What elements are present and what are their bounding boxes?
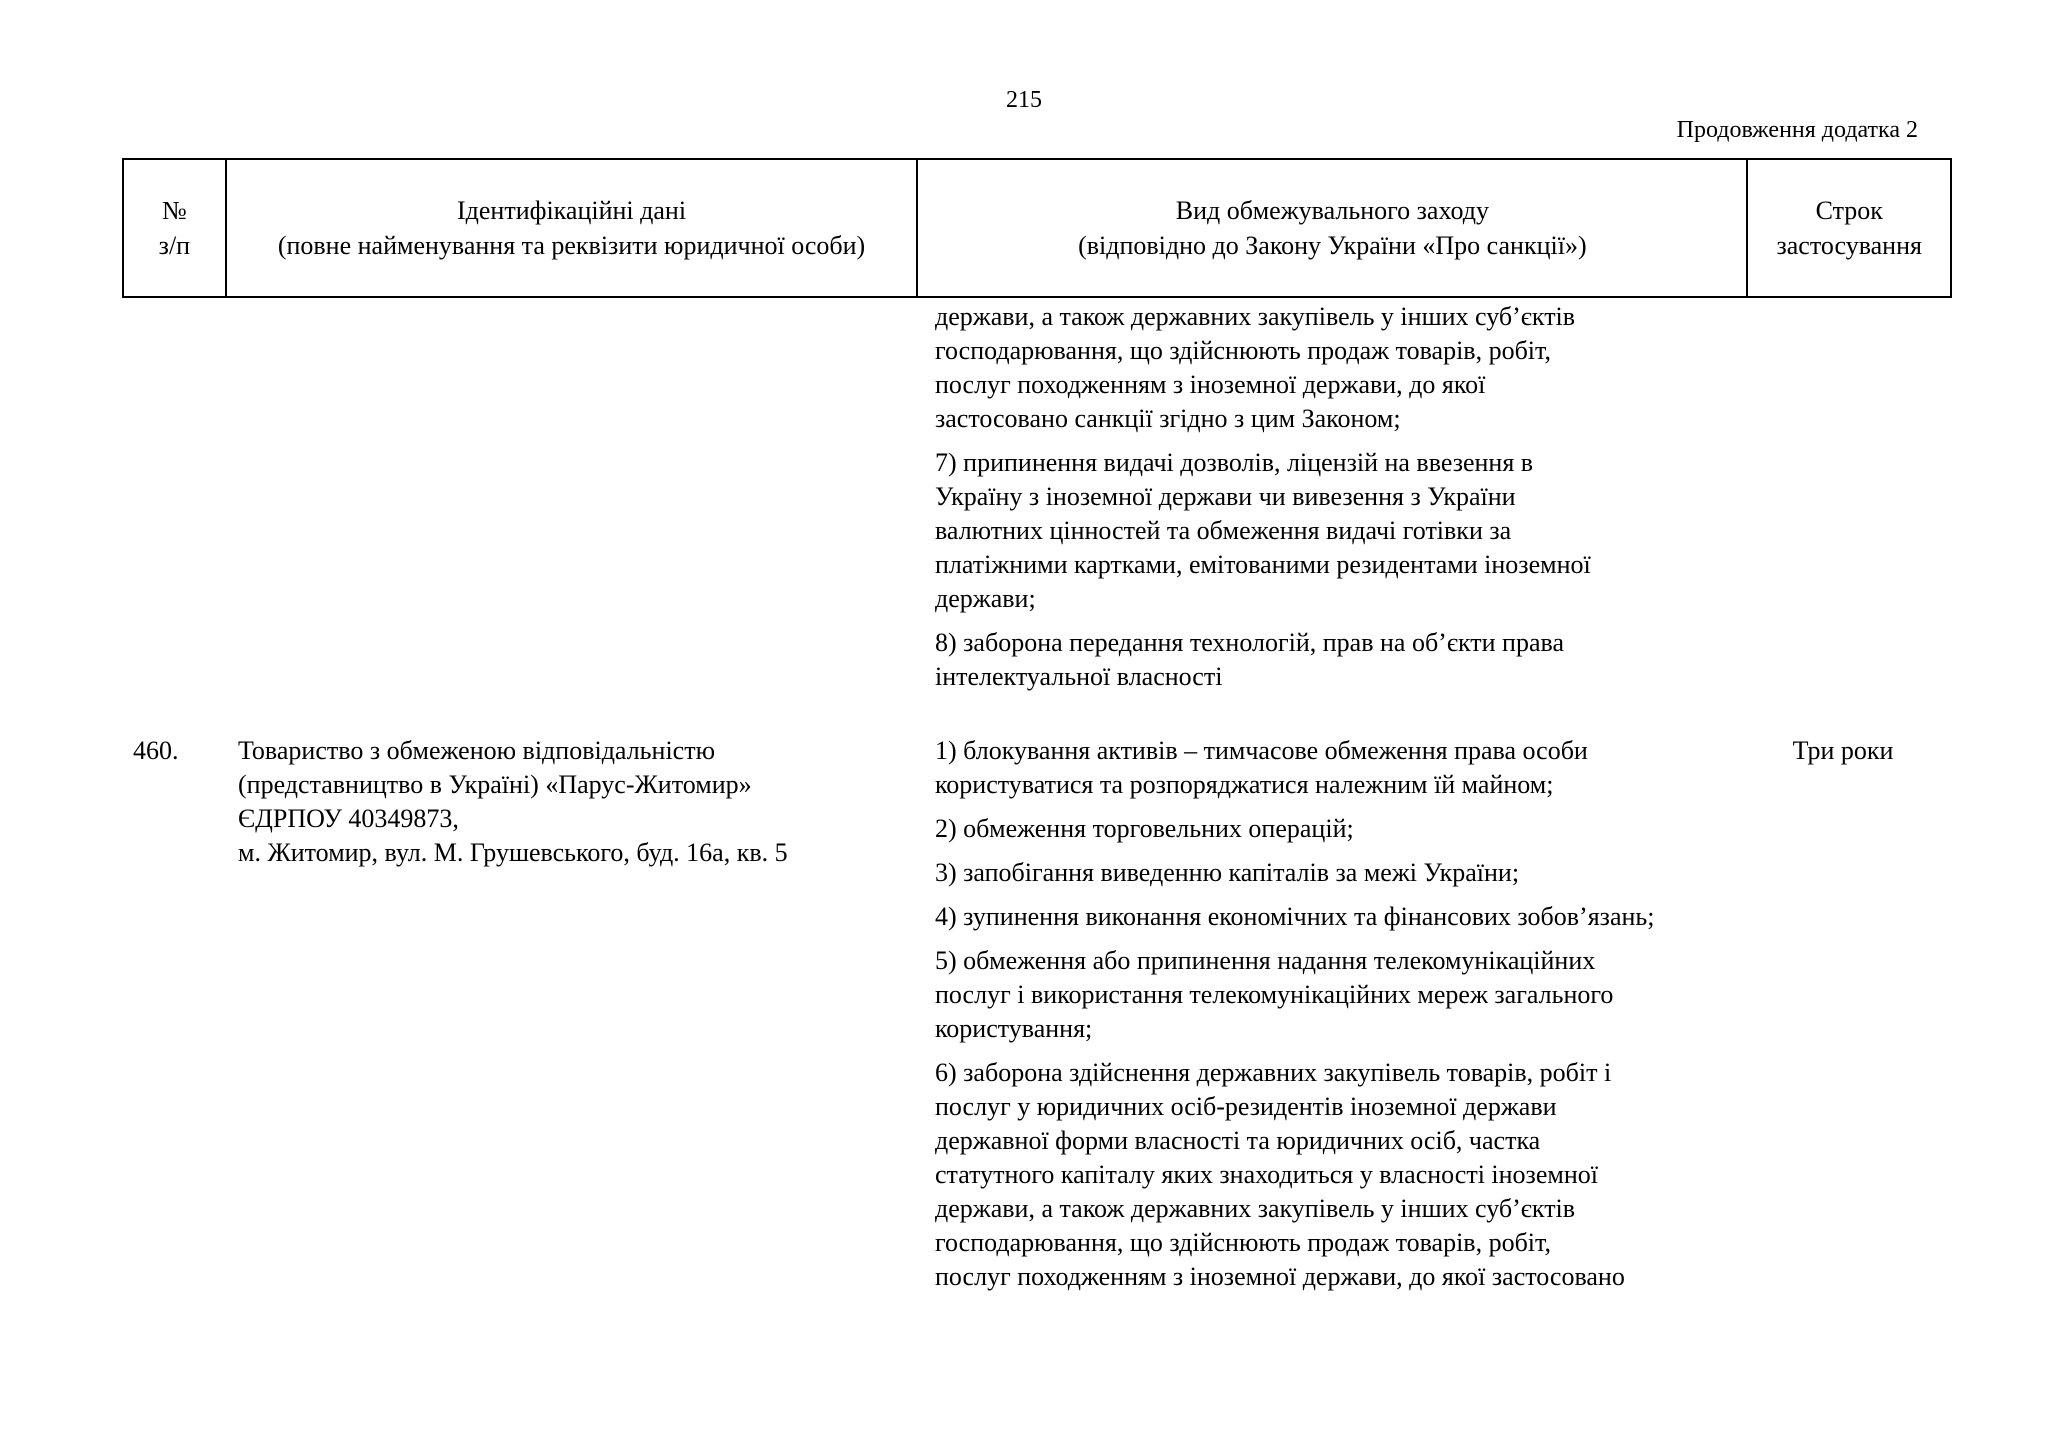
measure-line: 4) зупинення виконання економічних та фінансових зобов’язань; (935, 902, 1655, 931)
measure-paragraph (935, 812, 1735, 846)
header-cell-number (124, 160, 227, 296)
measure-paragraph (935, 734, 1735, 802)
continued-measures (935, 300, 1735, 704)
identification-line: Товариство з обмеженою відповідальністю (238, 736, 715, 765)
measure-line: 8) заборона передання технологій, прав на об’єкти права (935, 628, 1564, 657)
header-measure-line: Вид обмежувального заходу (1175, 196, 1489, 225)
measure-line: користування; (935, 1014, 1093, 1043)
entry-identification (238, 734, 788, 870)
measure-line: держави; (935, 584, 1036, 613)
measure-paragraph (935, 446, 1735, 616)
measure-line: інтелектуальної власності (935, 662, 1223, 691)
measure-line: платіжними картками, емітованими резидентами іноземної (935, 550, 1591, 579)
measure-paragraph (935, 300, 1735, 436)
measure-line: послуг і використання телекомунікаційних мереж загального (935, 980, 1614, 1009)
header-number-line: з/п (158, 231, 191, 260)
measure-line: валютних цінностей та обмеження видачі готівки за (935, 516, 1512, 545)
measure-line: господарювання, що здійснюють продаж товарів, робіт, (935, 336, 1551, 365)
measure-line: держави, а також державних закупівель у інших суб’єктів (935, 302, 1576, 331)
measure-paragraph (935, 944, 1735, 1046)
header-measure-line: (відповідно до Закону України «Про санкції») (1078, 231, 1587, 260)
identification-line: ЄДРПОУ 40349873, (238, 804, 459, 833)
measure-line: послуг у юридичних осіб-резидентів іноземної держави (935, 1092, 1557, 1121)
header-term-line: застосування (1776, 231, 1922, 260)
measure-line: застосовано санкції згідно з цим Законом; (935, 404, 1401, 433)
measure-line: 3) запобігання виведенню капіталів за межі України; (935, 858, 1520, 887)
entry-measures (935, 734, 1735, 1304)
header-cell-identification (227, 160, 918, 296)
measure-line: користуватися та розпоряджатися належним їй майном; (935, 770, 1554, 799)
entry-number: 460. (133, 736, 179, 765)
measure-paragraph (935, 1056, 1735, 1294)
measure-line: господарювання, що здійснюють продаж товарів, робіт, (935, 1228, 1551, 1257)
header-identification-line: Ідентифікаційні дані (456, 196, 687, 225)
identification-line: (представництво в Україні) «Парус-Житомир» (238, 770, 752, 799)
header-cell-term (1748, 160, 1950, 296)
measure-line: статутного капіталу яких знаходиться у власності іноземної (935, 1160, 1598, 1189)
measure-line: держави, а також державних закупівель у інших суб’єктів (935, 1194, 1576, 1223)
measure-line: 5) обмеження або припинення надання телекомунікаційних (935, 946, 1596, 975)
measure-line: 2) обмеження торговельних операцій; (935, 814, 1354, 843)
header-identification-line: (повне найменування та реквізити юридичної особи) (277, 231, 866, 260)
measure-line: 6) заборона здійснення державних закупівель товарів, робіт і (935, 1058, 1612, 1087)
measure-line: Україну з іноземної держави чи вивезення з України (935, 482, 1516, 511)
measure-paragraph (935, 856, 1735, 890)
measure-line: 1) блокування активів – тимчасове обмеження права особи (935, 736, 1588, 765)
continuation-note: Продовження додатка 2 (1676, 117, 1918, 143)
header-term-line: Строк (1815, 196, 1883, 225)
measure-line: 7) припинення видачі дозволів, ліцензій на ввезення в (935, 448, 1534, 477)
table-header (122, 158, 1952, 298)
measure-line: державної форми власності та юридичних осіб, частка (935, 1126, 1541, 1155)
entry-term: Три роки (1792, 736, 1894, 765)
identification-line: м. Житомир, вул. М. Грушевського, буд. 16а, кв. 5 (238, 838, 788, 867)
header-number-line: № (161, 196, 187, 225)
measure-line: послуг походженням з іноземної держави, до якої застосовано (935, 1262, 1625, 1291)
page-number: 215 (1006, 87, 1042, 113)
measure-paragraph (935, 626, 1735, 694)
measure-line: послуг походженням з іноземної держави, до якої (935, 370, 1486, 399)
header-cell-measure (918, 160, 1748, 296)
measure-paragraph (935, 900, 1735, 934)
